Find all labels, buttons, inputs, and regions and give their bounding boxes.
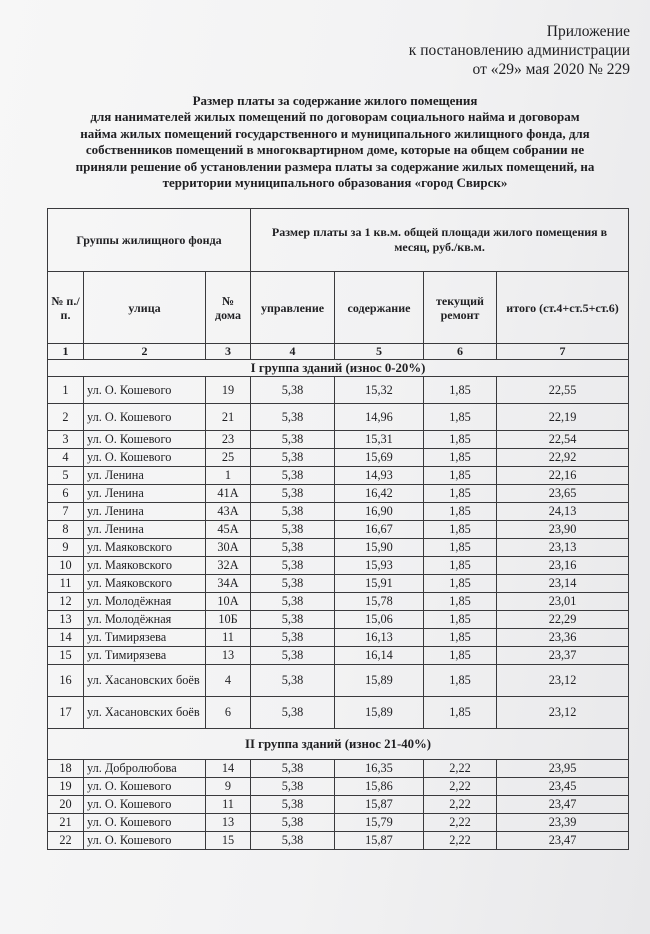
row-number: 18 [48,760,84,778]
maintenance-fee-cell: 15,89 [335,665,424,697]
street-cell: ул. Ленина [84,503,206,521]
repair-fee-cell: 2,22 [424,778,497,796]
house-cell: 34А [206,575,251,593]
table-row [48,404,629,431]
table-row [48,611,629,629]
maintenance-fee-cell: 16,90 [335,503,424,521]
repair-fee-cell: 1,85 [424,697,497,729]
row-number: 15 [48,647,84,665]
management-fee-cell: 5,38 [251,467,335,485]
table-row [48,629,629,647]
table-row [48,832,629,850]
total-fee-cell: 23,01 [497,593,629,611]
house-cell: 30А [206,539,251,557]
maintenance-fee-cell: 15,31 [335,431,424,449]
header-col-num: № п./п. [48,272,84,344]
repair-fee-cell: 1,85 [424,404,497,431]
street-cell: ул. О. Кошевого [84,814,206,832]
total-fee-cell: 22,54 [497,431,629,449]
repair-fee-cell: 1,85 [424,611,497,629]
row-number: 11 [48,575,84,593]
management-fee-cell: 5,38 [251,629,335,647]
house-cell: 11 [206,796,251,814]
management-fee-cell: 5,38 [251,557,335,575]
repair-fee-cell: 1,85 [424,485,497,503]
table-row [48,778,629,796]
row-number: 12 [48,593,84,611]
row-number: 9 [48,539,84,557]
table-row [48,814,629,832]
appendix-line: к постановлению администрации [408,42,630,59]
maintenance-fee-cell: 15,87 [335,832,424,850]
maintenance-fee-cell: 15,89 [335,697,424,729]
total-fee-cell: 23,39 [497,814,629,832]
street-cell: ул. О. Кошевого [84,832,206,850]
total-fee-cell: 23,47 [497,796,629,814]
col-index: 2 [84,344,206,360]
group-heading: I группа зданий (износ 0-20%) [48,360,629,377]
repair-fee-cell: 2,22 [424,814,497,832]
repair-fee-cell: 1,85 [424,467,497,485]
management-fee-cell: 5,38 [251,814,335,832]
total-fee-cell: 23,65 [497,485,629,503]
table-row [48,593,629,611]
street-cell: ул. Хасановских боёв [84,665,206,697]
management-fee-cell: 5,38 [251,377,335,404]
header-col-repair: текущий ремонт [424,272,497,344]
repair-fee-cell: 1,85 [424,377,497,404]
management-fee-cell: 5,38 [251,647,335,665]
street-cell: ул. О. Кошевого [84,778,206,796]
title-line: Размер платы за содержание жилого помещения [192,93,478,108]
maintenance-fee-cell: 15,86 [335,778,424,796]
row-number: 21 [48,814,84,832]
street-cell: ул. Ленина [84,467,206,485]
total-fee-cell: 23,90 [497,521,629,539]
management-fee-cell: 5,38 [251,485,335,503]
table-row [48,485,629,503]
street-cell: ул. Маяковского [84,557,206,575]
table-row [48,796,629,814]
row-number: 20 [48,796,84,814]
maintenance-fee-cell: 16,13 [335,629,424,647]
repair-fee-cell: 1,85 [424,521,497,539]
header-col-house: № дома [206,272,251,344]
row-number: 13 [48,611,84,629]
house-cell: 6 [206,697,251,729]
street-cell: ул. Ленина [84,521,206,539]
table-row [48,449,629,467]
repair-fee-cell: 1,85 [424,503,497,521]
management-fee-cell: 5,38 [251,760,335,778]
title-line: для нанимателей жилых помещений по договорам социального найма и договорам [90,109,580,125]
header-col-street: улица [84,272,206,344]
maintenance-fee-cell: 16,35 [335,760,424,778]
row-number: 5 [48,467,84,485]
maintenance-fee-cell: 15,78 [335,593,424,611]
col-index: 3 [206,344,251,360]
row-number: 7 [48,503,84,521]
maintenance-fee-cell: 16,67 [335,521,424,539]
house-cell: 4 [206,665,251,697]
house-cell: 23 [206,431,251,449]
document-title [40,93,630,191]
maintenance-fee-cell: 15,87 [335,796,424,814]
total-fee-cell: 23,37 [497,647,629,665]
maintenance-fee-cell: 14,96 [335,404,424,431]
row-number: 1 [48,377,84,404]
house-cell: 21 [206,404,251,431]
house-cell: 32А [206,557,251,575]
maintenance-fee-cell: 15,69 [335,449,424,467]
management-fee-cell: 5,38 [251,404,335,431]
total-fee-cell: 23,13 [497,539,629,557]
total-fee-cell: 23,47 [497,832,629,850]
management-fee-cell: 5,38 [251,575,335,593]
street-cell: ул. Маяковского [84,575,206,593]
house-cell: 19 [206,377,251,404]
house-cell: 10А [206,593,251,611]
street-cell: ул. Тимирязева [84,629,206,647]
house-cell: 25 [206,449,251,467]
repair-fee-cell: 1,85 [424,449,497,467]
table-row [48,697,629,729]
total-fee-cell: 23,95 [497,760,629,778]
table-row [48,377,629,404]
management-fee-cell: 5,38 [251,778,335,796]
total-fee-cell: 22,29 [497,611,629,629]
total-fee-cell: 22,19 [497,404,629,431]
appendix-line: от «29» мая 2020 № 229 [472,61,630,78]
repair-fee-cell: 1,85 [424,575,497,593]
repair-fee-cell: 1,85 [424,557,497,575]
house-cell: 43А [206,503,251,521]
row-number: 10 [48,557,84,575]
maintenance-fee-cell: 15,32 [335,377,424,404]
maintenance-fee-cell: 15,79 [335,814,424,832]
management-fee-cell: 5,38 [251,611,335,629]
header-col-mgmt: управление [251,272,335,344]
management-fee-cell: 5,38 [251,697,335,729]
table-row [48,760,629,778]
street-cell: ул. О. Кошевого [84,377,206,404]
total-fee-cell: 23,45 [497,778,629,796]
appendix-line: Приложение [546,23,630,40]
street-cell: ул. Молодёжная [84,593,206,611]
fee-table [47,208,629,850]
street-cell: ул. Ленина [84,485,206,503]
repair-fee-cell: 1,85 [424,431,497,449]
title-line: собственников помещений в многоквартирном доме, которые на общем собрании не [85,142,585,158]
total-fee-cell: 23,12 [497,697,629,729]
row-number: 17 [48,697,84,729]
row-number: 6 [48,485,84,503]
management-fee-cell: 5,38 [251,503,335,521]
maintenance-fee-cell: 15,91 [335,575,424,593]
maintenance-fee-cell: 15,93 [335,557,424,575]
title-line: приняли решение об установлении размера платы за содержание жилых помещений, на [75,158,595,174]
table-row [48,431,629,449]
table-row [48,467,629,485]
house-cell: 1 [206,467,251,485]
management-fee-cell: 5,38 [251,593,335,611]
col-index: 5 [335,344,424,360]
management-fee-cell: 5,38 [251,832,335,850]
management-fee-cell: 5,38 [251,521,335,539]
title-line: территории муниципального образования «город Свирск» [162,175,508,191]
maintenance-fee-cell: 15,06 [335,611,424,629]
house-cell: 45А [206,521,251,539]
title-line: найма жилых помещений государственного и муниципального жилищного фонда, для [80,125,590,141]
repair-fee-cell: 1,85 [424,665,497,697]
total-fee-cell: 23,12 [497,665,629,697]
repair-fee-cell: 2,22 [424,760,497,778]
total-fee-cell: 23,14 [497,575,629,593]
management-fee-cell: 5,38 [251,431,335,449]
table-row [48,557,629,575]
house-cell: 9 [206,778,251,796]
row-number: 22 [48,832,84,850]
row-number: 14 [48,629,84,647]
total-fee-cell: 22,16 [497,467,629,485]
row-number: 2 [48,404,84,431]
street-cell: ул. Добролюбова [84,760,206,778]
street-cell: ул. Маяковского [84,539,206,557]
total-fee-cell: 22,92 [497,449,629,467]
repair-fee-cell: 1,85 [424,593,497,611]
col-index: 1 [48,344,84,360]
management-fee-cell: 5,38 [251,539,335,557]
street-cell: ул. О. Кошевого [84,431,206,449]
col-index: 6 [424,344,497,360]
maintenance-fee-cell: 15,90 [335,539,424,557]
table-row [48,503,629,521]
total-fee-cell: 23,36 [497,629,629,647]
management-fee-cell: 5,38 [251,665,335,697]
repair-fee-cell: 1,85 [424,647,497,665]
total-fee-cell: 22,55 [497,377,629,404]
street-cell: ул. О. Кошевого [84,449,206,467]
house-cell: 13 [206,647,251,665]
house-cell: 15 [206,832,251,850]
row-number: 3 [48,431,84,449]
table-row [48,665,629,697]
table-row [48,539,629,557]
row-number: 4 [48,449,84,467]
repair-fee-cell: 2,22 [424,832,497,850]
street-cell: ул. Молодёжная [84,611,206,629]
appendix-note [330,22,630,79]
house-cell: 41А [206,485,251,503]
table-row [48,575,629,593]
street-cell: ул. Хасановских боёв [84,697,206,729]
maintenance-fee-cell: 16,14 [335,647,424,665]
house-cell: 11 [206,629,251,647]
total-fee-cell: 23,16 [497,557,629,575]
row-number: 16 [48,665,84,697]
total-fee-cell: 24,13 [497,503,629,521]
header-col-total: итого (ст.4+ст.5+ст.6) [497,272,629,344]
header-fee: Размер платы за 1 кв.м. общей площади жилого помещения в месяц, руб./кв.м. [251,209,629,272]
house-cell: 10Б [206,611,251,629]
table-row [48,521,629,539]
header-col-maint: содержание [335,272,424,344]
table-row [48,647,629,665]
street-cell: ул. О. Кошевого [84,796,206,814]
col-index: 4 [251,344,335,360]
repair-fee-cell: 2,22 [424,796,497,814]
street-cell: ул. О. Кошевого [84,404,206,431]
street-cell: ул. Тимирязева [84,647,206,665]
row-number: 8 [48,521,84,539]
house-cell: 13 [206,814,251,832]
maintenance-fee-cell: 14,93 [335,467,424,485]
maintenance-fee-cell: 16,42 [335,485,424,503]
house-cell: 14 [206,760,251,778]
group-heading: II группа зданий (износ 21-40%) [48,729,629,760]
management-fee-cell: 5,38 [251,449,335,467]
col-index: 7 [497,344,629,360]
header-groups: Группы жилищного фонда [48,209,251,272]
repair-fee-cell: 1,85 [424,629,497,647]
management-fee-cell: 5,38 [251,796,335,814]
repair-fee-cell: 1,85 [424,539,497,557]
row-number: 19 [48,778,84,796]
